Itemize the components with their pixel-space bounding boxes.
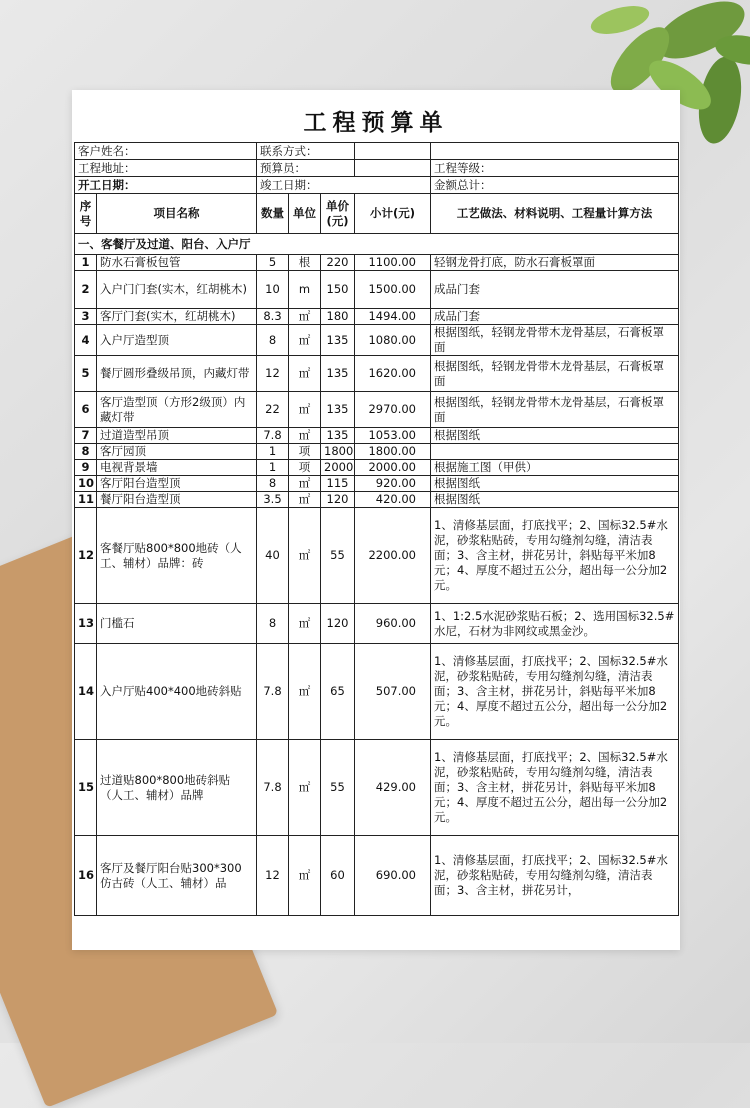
item-description: 根据图纸 xyxy=(431,492,679,508)
item-name: 电视背景墙 xyxy=(97,460,257,476)
section-heading-row xyxy=(75,234,679,255)
table-row xyxy=(75,428,679,444)
item-subtotal: 1080.00 xyxy=(355,325,431,356)
item-description: 轻钢龙骨打底，防水石膏板罩面 xyxy=(431,255,679,271)
header-unit: 单位 xyxy=(289,194,321,234)
item-name: 过道造型吊顶 xyxy=(97,428,257,444)
item-subtotal: 1800.00 xyxy=(355,444,431,460)
item-qty: 1 xyxy=(257,444,289,460)
item-description: 根据图纸，轻钢龙骨带木龙骨基层，石膏板罩面 xyxy=(431,392,679,428)
item-name: 客厅园顶 xyxy=(97,444,257,460)
budget-table xyxy=(74,142,679,916)
item-unit: ㎡ xyxy=(289,476,321,492)
item-subtotal: 920.00 xyxy=(355,476,431,492)
item-unit: 项 xyxy=(289,444,321,460)
item-price: 1800 xyxy=(321,444,355,460)
item-description: 根据图纸 xyxy=(431,476,679,492)
header-price: 单价(元) xyxy=(321,194,355,234)
table-row xyxy=(75,309,679,325)
item-unit: ㎡ xyxy=(289,740,321,836)
item-qty: 7.8 xyxy=(257,740,289,836)
item-unit: 根 xyxy=(289,255,321,271)
item-description: 1、清修基层面，打底找平；2、国标32.5#水泥，砂浆粘贴砖，专用勾缝剂勾缝，清洁表面；3、含主材，拼花另计，斜贴每平米加8元；4、厚度不超过五公分，超出每一公分加2元。 xyxy=(431,508,679,604)
item-name: 客餐厅贴800*800地砖（人工、辅材）品牌：砖 xyxy=(97,508,257,604)
item-name: 防水石膏板包管 xyxy=(97,255,257,271)
table-row xyxy=(75,604,679,644)
item-subtotal: 1620.00 xyxy=(355,356,431,392)
start-date-label: 开工日期： xyxy=(75,177,257,194)
table-row xyxy=(75,476,679,492)
header-name: 项目名称 xyxy=(97,194,257,234)
contact-label: 联系方式： xyxy=(257,143,355,160)
item-unit: ㎡ xyxy=(289,508,321,604)
item-description: 根据图纸，轻钢龙骨带木龙骨基层，石膏板罩面 xyxy=(431,325,679,356)
header-subtotal: 小计(元) xyxy=(355,194,431,234)
item-subtotal: 2200.00 xyxy=(355,508,431,604)
estimator-value xyxy=(355,160,431,177)
item-qty: 7.8 xyxy=(257,644,289,740)
item-qty: 1 xyxy=(257,460,289,476)
item-price: 180 xyxy=(321,309,355,325)
item-unit: ㎡ xyxy=(289,836,321,916)
item-subtotal: 2000.00 xyxy=(355,460,431,476)
item-qty: 12 xyxy=(257,356,289,392)
item-description: 1、清修基层面，打底找平；2、国标32.5#水泥，砂浆粘贴砖，专用勾缝剂勾缝，清洁表面；3、含主材，拼花另计，斜贴每平米加8元；4、厚度不超过五公分，超出每一公分加2元。 xyxy=(431,644,679,740)
item-price: 135 xyxy=(321,392,355,428)
table-row xyxy=(75,255,679,271)
header-qty: 数量 xyxy=(257,194,289,234)
item-unit: 项 xyxy=(289,460,321,476)
item-price: 135 xyxy=(321,428,355,444)
item-description: 1、清修基层面，打底找平；2、国标32.5#水泥，砂浆粘贴砖，专用勾缝剂勾缝，清洁表面；3、含主材，拼花另计，斜贴每平米加8元；4、厚度不超过五公分，超出每一公分加2元。 xyxy=(431,740,679,836)
item-description: 根据图纸 xyxy=(431,428,679,444)
budget-sheet xyxy=(72,90,680,950)
item-price: 65 xyxy=(321,644,355,740)
address-label: 工程地址： xyxy=(75,160,257,177)
table-row xyxy=(75,836,679,916)
item-description: 根据图纸，轻钢龙骨带木龙骨基层，石膏板罩面 xyxy=(431,356,679,392)
item-price: 135 xyxy=(321,356,355,392)
item-subtotal: 2970.00 xyxy=(355,392,431,428)
item-unit: ㎡ xyxy=(289,356,321,392)
row-number: 15 xyxy=(75,740,97,836)
total-label: 金额总计： xyxy=(431,177,679,194)
item-qty: 12 xyxy=(257,836,289,916)
row-number: 5 xyxy=(75,356,97,392)
item-name: 客厅门套(实木，红胡桃木) xyxy=(97,309,257,325)
item-unit: ㎡ xyxy=(289,325,321,356)
table-row xyxy=(75,325,679,356)
item-qty: 3.5 xyxy=(257,492,289,508)
item-subtotal: 1500.00 xyxy=(355,271,431,309)
row-number: 7 xyxy=(75,428,97,444)
table-row xyxy=(75,740,679,836)
grade-label: 工程等级： xyxy=(431,160,679,177)
item-qty: 5 xyxy=(257,255,289,271)
table-row xyxy=(75,492,679,508)
item-subtotal: 429.00 xyxy=(355,740,431,836)
item-description: 根据施工图（甲供） xyxy=(431,460,679,476)
item-unit: ㎡ xyxy=(289,644,321,740)
item-name: 餐厅阳台造型顶 xyxy=(97,492,257,508)
row-number: 12 xyxy=(75,508,97,604)
row-number: 1 xyxy=(75,255,97,271)
item-price: 120 xyxy=(321,492,355,508)
item-description: 1、1:2.5水泥砂浆贴石板；2、选用国标32.5#水尼，石材为非网纹或黑金沙。 xyxy=(431,604,679,644)
item-name: 入户厅贴400*400地砖斜贴 xyxy=(97,644,257,740)
row-number: 4 xyxy=(75,325,97,356)
row-number: 6 xyxy=(75,392,97,428)
item-name: 入户厅造型顶 xyxy=(97,325,257,356)
item-subtotal: 960.00 xyxy=(355,604,431,644)
item-qty: 10 xyxy=(257,271,289,309)
item-description: 成品门套 xyxy=(431,309,679,325)
item-name: 客厅及餐厅阳台贴300*300仿古砖（人工、辅材）品 xyxy=(97,836,257,916)
item-price: 55 xyxy=(321,508,355,604)
item-price: 115 xyxy=(321,476,355,492)
item-description: 成品门套 xyxy=(431,271,679,309)
item-unit: ㎡ xyxy=(289,492,321,508)
item-subtotal: 1053.00 xyxy=(355,428,431,444)
item-price: 2000 xyxy=(321,460,355,476)
row-number: 11 xyxy=(75,492,97,508)
contact-value xyxy=(355,143,431,160)
header-seq: 序号 xyxy=(75,194,97,234)
item-name: 餐厅圆形叠级吊顶，内藏灯带 xyxy=(97,356,257,392)
row-number: 10 xyxy=(75,476,97,492)
item-name: 入户门门套(实木，红胡桃木) xyxy=(97,271,257,309)
table-row xyxy=(75,271,679,309)
item-name: 客厅阳台造型顶 xyxy=(97,476,257,492)
item-unit: ㎡ xyxy=(289,428,321,444)
table-row xyxy=(75,508,679,604)
row-number: 8 xyxy=(75,444,97,460)
item-qty: 8 xyxy=(257,325,289,356)
table-row xyxy=(75,392,679,428)
item-unit: ㎡ xyxy=(289,309,321,325)
header-row xyxy=(75,194,679,234)
item-price: 60 xyxy=(321,836,355,916)
table-row xyxy=(75,356,679,392)
row-number: 2 xyxy=(75,271,97,309)
item-subtotal: 420.00 xyxy=(355,492,431,508)
item-qty: 8 xyxy=(257,476,289,492)
info-row-1 xyxy=(75,143,679,160)
item-qty: 7.8 xyxy=(257,428,289,444)
item-price: 120 xyxy=(321,604,355,644)
item-subtotal: 507.00 xyxy=(355,644,431,740)
item-price: 150 xyxy=(321,271,355,309)
end-date-label: 竣工日期： xyxy=(257,177,431,194)
item-unit: ㎡ xyxy=(289,604,321,644)
item-description xyxy=(431,444,679,460)
item-description: 1、清修基层面，打底找平；2、国标32.5#水泥，砂浆粘贴砖，专用勾缝剂勾缝，清洁表面；3、含主材，拼花另计， xyxy=(431,836,679,916)
table-row xyxy=(75,444,679,460)
item-unit: ㎡ xyxy=(289,392,321,428)
customer-label: 客户姓名： xyxy=(75,143,257,160)
item-qty: 8.3 xyxy=(257,309,289,325)
document-title: 工程预算单 xyxy=(303,110,449,136)
row-number: 3 xyxy=(75,309,97,325)
row-number: 16 xyxy=(75,836,97,916)
item-price: 220 xyxy=(321,255,355,271)
header-desc: 工艺做法、材料说明、工程量计算方法 xyxy=(431,194,679,234)
row-number: 13 xyxy=(75,604,97,644)
section-heading: 一、客餐厅及过道、阳台、入户厅 xyxy=(75,234,679,255)
item-qty: 22 xyxy=(257,392,289,428)
row-number: 14 xyxy=(75,644,97,740)
item-unit: m xyxy=(289,271,321,309)
info-row-2 xyxy=(75,160,679,177)
estimator-label: 预算员： xyxy=(257,160,355,177)
info-row-3 xyxy=(75,177,679,194)
item-qty: 8 xyxy=(257,604,289,644)
table-row xyxy=(75,644,679,740)
item-name: 过道贴800*800地砖斜贴（人工、辅材）品牌 xyxy=(97,740,257,836)
row-number: 9 xyxy=(75,460,97,476)
item-subtotal: 690.00 xyxy=(355,836,431,916)
item-qty: 40 xyxy=(257,508,289,604)
item-price: 135 xyxy=(321,325,355,356)
item-subtotal: 1494.00 xyxy=(355,309,431,325)
table-row xyxy=(75,460,679,476)
item-name: 门槛石 xyxy=(97,604,257,644)
item-price: 55 xyxy=(321,740,355,836)
info-blank xyxy=(431,143,679,160)
item-subtotal: 1100.00 xyxy=(355,255,431,271)
item-name: 客厅造型顶（方形2级顶）内藏灯带 xyxy=(97,392,257,428)
